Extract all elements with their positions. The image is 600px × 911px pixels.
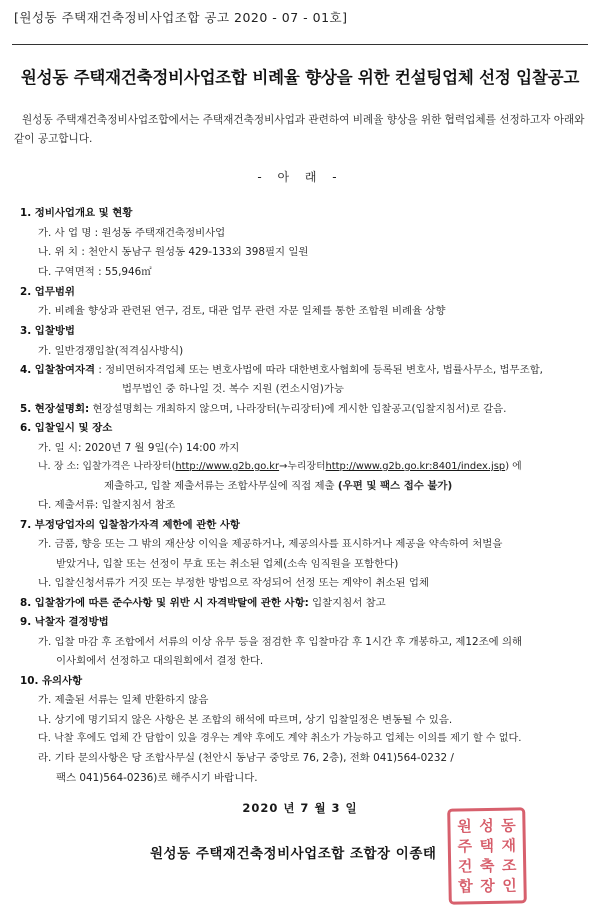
s9-item-a1: 가. 입찰 마감 후 조합에서 서류의 이상 유무 등을 점검한 후 입찰마감 후 1시간 후 개봉하고, 제12조에 의해	[38, 636, 523, 648]
s10-item-a: 가. 제출된 서류는 일체 반환하지 않음	[38, 694, 209, 706]
s5-heading: 5. 현장설명회:	[20, 403, 90, 415]
s10-item-c: 다. 낙찰 후에도 업체 간 담합이 있을 경우는 계약 후에도 계약 취소가 가능하고 업체는 이의를 제기 할 수 없다.	[38, 733, 522, 744]
signature-line: 원성동 주택재건축정비사업조합 조합장 이종태	[150, 846, 437, 862]
seal-char: 동	[501, 816, 516, 835]
page-title: 원성동 주택재건축정비사업조합 비례율 향상을 위한 컨설팅업체 선정 입찰공고	[20, 68, 580, 87]
seal-char: 건	[457, 857, 473, 876]
intro-text: 원성동 주택재건축정비사업조합에서는 주택재건축정비사업과 관련하여 비례율 향상을 위한 협력업체를 선정하고자 아래와 같이 공고합니다.	[14, 114, 585, 145]
s6-b-suffix: ) 에	[505, 461, 522, 472]
s10-item-b: 나. 상기에 명기되지 않은 사항은 본 조합의 해석에 따르며, 상기 입찰일정은 변동될 수 있음.	[38, 714, 453, 726]
s5-line	[20, 402, 506, 416]
s6-item-b-line2	[104, 479, 452, 493]
s7-item-b: 나. 입찰신청서류가 거짓 또는 부정한 방법으로 작성되어 선정 또는 계약이 취소된 업체	[38, 577, 429, 589]
seal-char: 인	[502, 876, 517, 895]
s6-item-c: 다. 제출서류: 입찰지침서 참조	[38, 499, 176, 511]
s6-b-line2-text: 제출하고, 입찰 제출서류는 조합사무실에 직접 제출	[104, 480, 338, 492]
seal-char: 성	[479, 816, 494, 836]
s10-item-d1: 라. 기타 문의사항은 당 조합사무실 (천안시 동남구 중앙로 76, 2층), 전화 041)564-0232 /	[38, 752, 454, 764]
s4-text1: : 정비면허자격업체 또는 변호사법에 따라 대한변호사협회에 등록된 변호사, 법률사무소, 법무조합,	[98, 364, 543, 376]
s6-b-line2-bold: (우편 및 팩스 접수 불가)	[337, 480, 453, 492]
s1-project-name: 가. 사 업 명 : 원성동 주택재건축정비사업	[38, 227, 226, 239]
s8-line	[20, 596, 386, 610]
seal-char: 주	[457, 837, 473, 856]
s5-text: 현장설명회는 개최하지 않으며, 나라장터(누리장터)에 게시한 입찰공고(입찰지침서)로 갈음.	[92, 403, 507, 415]
seal-char: 원	[457, 817, 472, 836]
s4-heading: 4. 입찰참여자격	[20, 364, 96, 376]
s6-b-prefix: 나. 장 소: 입찰가격은 나라장터(	[38, 461, 176, 472]
notice-number: [원성동 주택재건축정비사업조합 공고 2020 - 07 - 01호]	[14, 10, 348, 25]
seal-char: 축	[479, 856, 495, 876]
intro-paragraph	[14, 111, 592, 149]
s10-item-d2: 팩스 041)564-0236)로 해주시기 바랍니다.	[56, 772, 258, 784]
nuri-link[interactable]: http://www.g2b.go.kr:8401/index.jsp	[325, 461, 506, 472]
s1-location: 나. 위 치 : 천안시 동남구 원성동 429-133외 398필지 일원	[38, 246, 309, 258]
top-divider	[12, 44, 588, 45]
s9-heading: 9. 낙찰자 결정방법	[20, 616, 109, 628]
s6-b-mid: →누리장터	[279, 461, 326, 472]
g2b-link[interactable]: http://www.g2b.go.kr	[175, 461, 280, 472]
seal-char: 합	[458, 877, 473, 896]
section-heading-ara: - 아 래 -	[257, 170, 343, 184]
s8-text: 입찰지침서 참고	[308, 597, 386, 609]
seal-char: 장	[480, 876, 495, 896]
s1-area: 다. 구역면적 : 55,946㎡	[38, 266, 152, 278]
s2-heading: 2. 업무범위	[20, 286, 75, 298]
seal-char: 조	[501, 856, 517, 875]
s7-heading: 7. 부정당업자의 입찰참가자격 제한에 관한 사항	[20, 519, 240, 531]
s7-item-a2: 받았거나, 입찰 또는 선정이 무효 또는 취소된 업체(소속 임직원을 포함한다)	[56, 558, 399, 570]
s4-line1	[20, 363, 543, 377]
seal-char: 택	[479, 836, 495, 856]
s7-item-a1: 가. 금품, 향응 또는 그 밖의 재산상 이익을 제공하거나, 제공의사를 표시하거나 제공을 약속하여 처벌을	[38, 538, 503, 550]
s8-heading: 8. 입찰참가에 따른 준수사항 및 위반 시 자격박탈에 관한 사항:	[20, 597, 309, 609]
s3-heading: 3. 입찰방법	[20, 325, 75, 337]
s9-item-a2: 이사회에서 선정하고 대의원회에서 결정 한다.	[56, 655, 264, 667]
seal-char: 재	[501, 836, 517, 855]
issue-date: 2020 년 7 월 3 일	[242, 801, 358, 815]
official-seal-stamp	[447, 807, 527, 904]
s10-heading: 10. 유의사항	[20, 675, 83, 687]
s6-heading: 6. 입찰일시 및 장소	[20, 422, 113, 434]
s3-item-a: 가. 일반경쟁입찰(적격심사방식)	[38, 345, 184, 357]
s6-item-a: 가. 일 시: 2020년 7 월 9일(수) 14:00 까지	[38, 442, 240, 454]
s6-item-b-line1	[38, 460, 522, 474]
s4-line2: 법무법인 중 하나일 것. 복수 지원 (컨소시엄)가능	[122, 383, 344, 395]
s1-heading: 1. 정비사업개요 및 현황	[20, 207, 133, 219]
s2-item-a: 가. 비례율 향상과 관련된 연구, 검토, 대관 업무 관련 자문 일체를 통한 조합원 비례율 상향	[38, 305, 446, 317]
